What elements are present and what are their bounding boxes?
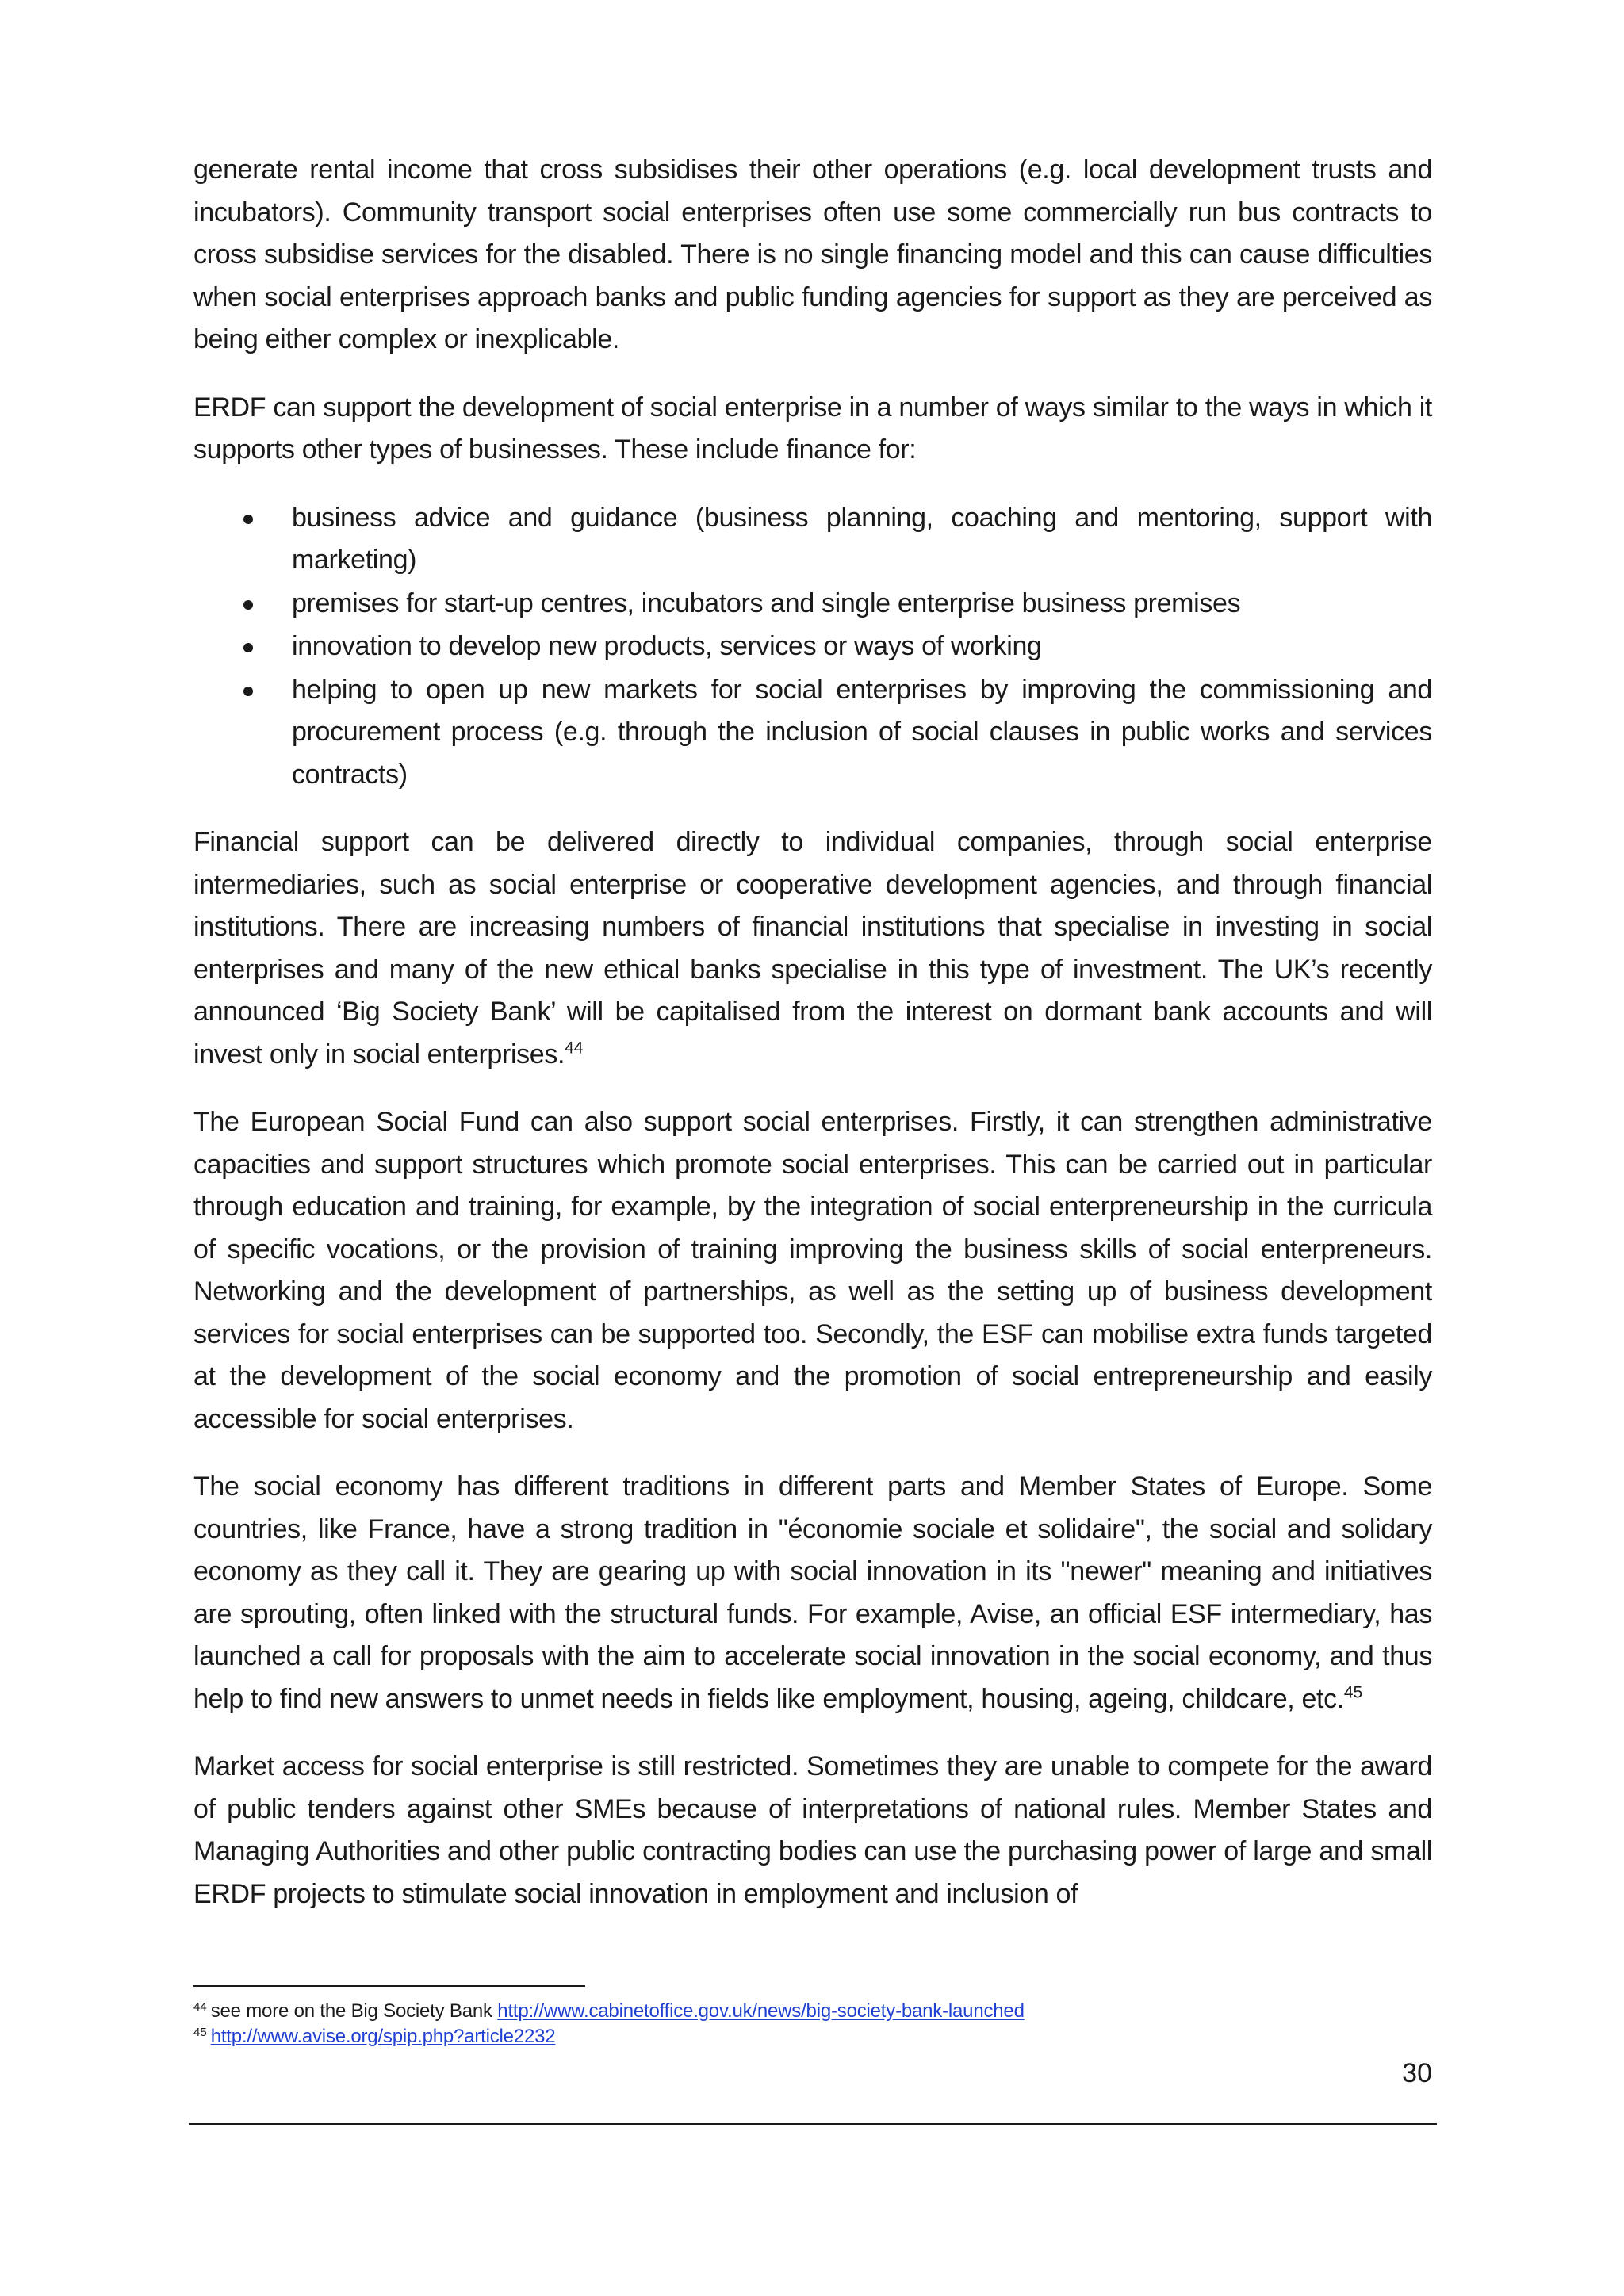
footnotes bbox=[193, 1999, 1432, 2049]
page-number: 30 bbox=[1402, 2058, 1432, 2088]
footnote-44 bbox=[193, 1999, 1432, 2024]
paragraph-erdf-support: ERDF can support the development of social enterprise in a number of ways similar to the ways in which it supports other types of businesses. These include finance for: bbox=[193, 392, 1432, 465]
footnote-separator bbox=[193, 1985, 585, 1987]
list-item: business advice and guidance (business planning, coaching and mentoring, support with marketing) bbox=[193, 497, 1432, 582]
footnote-link[interactable]: http://www.avise.org/spip.php?article2232 bbox=[210, 2026, 556, 2047]
bullet-icon bbox=[243, 600, 253, 610]
list-item: premises for start-up centres, incubators and single enterprise business premises bbox=[193, 583, 1432, 626]
footnote-number: 45 bbox=[193, 2026, 207, 2039]
paragraph-financing-models: generate rental income that cross subsidises their other operations (e.g. local development trusts and incubators). Community transport social enterprises often use some commercially run bus contracts to cross subsidise services for the disabled. There is no single financing model and this can cause difficulties when social enterprises approach banks and public funding agencies for support as they are perceived as being either complex or inexplicable. bbox=[193, 155, 1432, 354]
body-text bbox=[193, 149, 1432, 1941]
list-item: helping to open up new markets for social enterprises by improving the commissioning and procurement process (e.g. through the inclusion of social clauses in public works and services contracts) bbox=[193, 669, 1432, 797]
list-item: innovation to develop new products, services or ways of working bbox=[193, 626, 1432, 668]
footer-rule bbox=[189, 2123, 1437, 2125]
footnote-number: 44 bbox=[193, 2000, 207, 2014]
footnote-ref-45[interactable]: 45 bbox=[1343, 1683, 1363, 1702]
finance-bullet-list bbox=[193, 497, 1432, 797]
bullet-icon bbox=[243, 643, 253, 652]
paragraph-market-access: Market access for social enterprise is still restricted. Sometimes they are unable to compete for the award of public tenders against other SMEs because of interpretations of national rules. Member States and Managing Authorities and other public contracting bodies can use the purchasing power of large and small ERDF projects to stimulate social innovation in employment and inclusion of bbox=[193, 1751, 1432, 1909]
bullet-icon bbox=[243, 687, 253, 696]
bullet-icon bbox=[243, 515, 253, 524]
footnote-45 bbox=[193, 2024, 1432, 2049]
footnote-ref-44[interactable]: 44 bbox=[565, 1039, 584, 1058]
paragraph-esf-support: The European Social Fund can also support social enterprises. Firstly, it can strengthen administrative capacities and support structures which promote social enterprises. This can be carried out in particular through education and training, for example, by the integration of social enterpreneurship in the curricula of specific vocations, or the provision of training improving the business skills of social enterpreneurs. Networking and the development of partnerships, as well as the setting up of business development services for social enterprises can be supported too. Secondly, the ESF can mobilise extra funds targeted at the development of the social economy and the promotion of social entrepreneurship and easily accessible for social enterprises. bbox=[193, 1107, 1432, 1434]
footnote-link[interactable]: http://www.cabinetoffice.gov.uk/news/big-society-bank-launched bbox=[497, 2000, 1025, 2022]
paragraph-financial-support: Financial support can be delivered directly to individual companies, through social enterprise intermediaries, such as social enterprise or cooperative development agencies, and through financial institutions. There are increasing numbers of financial institutions that specialise in investing in social enterprises and many of the new ethical banks specialise in this type of investment. The UK’s recently announced ‘Big Society Bank’ will be capitalised from the interest on dormant bank accounts and will invest only in social enterprises.$^{44}$ bbox=[193, 827, 1432, 1070]
footnote-text: see more on the Big Society Bank bbox=[210, 2000, 492, 2022]
paragraph-social-economy: The social economy has different traditions in different parts and Member States of Europe. Some countries, like France, have a strong tradition in "économie sociale et solidaire", the social and solidary economy as they call it. They are gearing up with social innovation in its "newer" meaning and initiatives are sprouting, often linked with the structural funds. For example, Avise, an official ESF intermediary, has launched a call for proposals with the aim to accelerate social innovation in the social economy, and thus help to find new answers to unmet needs in fields like employment, housing, ageing, childcare, etc.$^{45}$ bbox=[193, 1471, 1432, 1714]
